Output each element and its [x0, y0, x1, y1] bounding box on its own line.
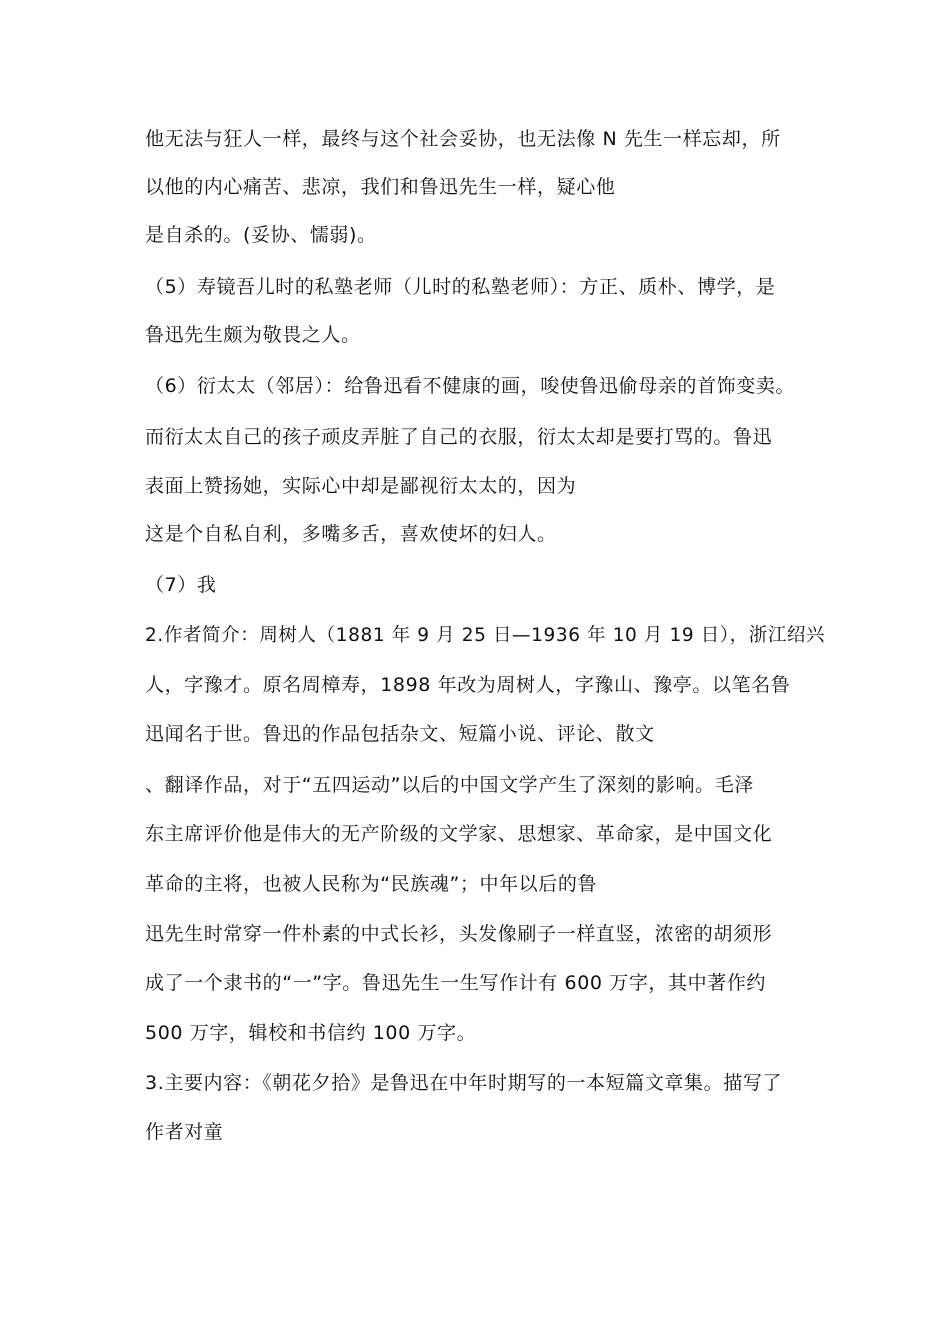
text-line: 迅闻名于世。鲁迅的作品包括杂文、短篇小说、评论、散文	[145, 723, 655, 745]
text-line: 成了一个隶书的“一”字。鲁迅先生一生写作计有 600 万字，其中著作约	[145, 972, 767, 994]
text-line: 而衍太太自己的孩子顽皮弄脏了自己的衣服，衍太太却是要打骂的。鲁迅	[145, 426, 773, 448]
text-line: （7）我	[145, 574, 217, 596]
text-line: 人，字豫才。原名周樟寿，1898 年改为周树人，字豫山、豫亭。以笔名鲁	[145, 674, 791, 696]
text-line: 以他的内心痛苦、悲凉，我们和鲁迅先生一样，疑心他	[145, 176, 616, 198]
text-line: 是自杀的。(妥协、懦弱)。	[145, 224, 377, 246]
text-line: 迅先生时常穿一件朴素的中式长衫，头发像刷子一样直竖，浓密的胡须形	[145, 923, 773, 945]
text-line: 2.作者简介：周树人（1881 年 9 月 25 日—1936 年 10 月 19 日），浙江绍兴	[145, 625, 826, 646]
text-line: 作者对童	[145, 1121, 224, 1143]
text-line: 3.主要内容：《朝花夕拾》是鲁迅在中年时期写的一本短篇文章集。描写了	[145, 1072, 783, 1094]
text-line: 500 万字，辑校和书信约 100 万字。	[145, 1022, 477, 1044]
text-line: （6）衍太太（邻居）：给鲁迅看不健康的画，唆使鲁迅偷母亲的首饰变卖。	[145, 375, 795, 397]
text-line: 他无法与狂人一样，最终与这个社会妥协，也无法像 N 先生一样忘却，所	[145, 128, 781, 150]
text-line: 、翻译作品，对于“五四运动”以后的中国文学产生了深刻的影响。毛泽	[145, 774, 754, 796]
text-line: 鲁迅先生颇为敬畏之人。	[145, 324, 361, 346]
text-line: 革命的主将，也被人民称为“民族魂”；中年以后的鲁	[145, 873, 598, 895]
text-line: 东主席评价他是伟大的无产阶级的文学家、思想家、革命家，是中国文化	[145, 823, 773, 845]
text-line: 表面上赞扬她，实际心中却是鄙视衍太太的，因为	[145, 475, 577, 497]
text-line: 这是个自私自利，多嘴多舌，喜欢使坏的妇人。	[145, 523, 557, 545]
text-line: （5）寿镜吾儿时的私塾老师（儿时的私塾老师）：方正、质朴、博学，是	[145, 276, 776, 298]
